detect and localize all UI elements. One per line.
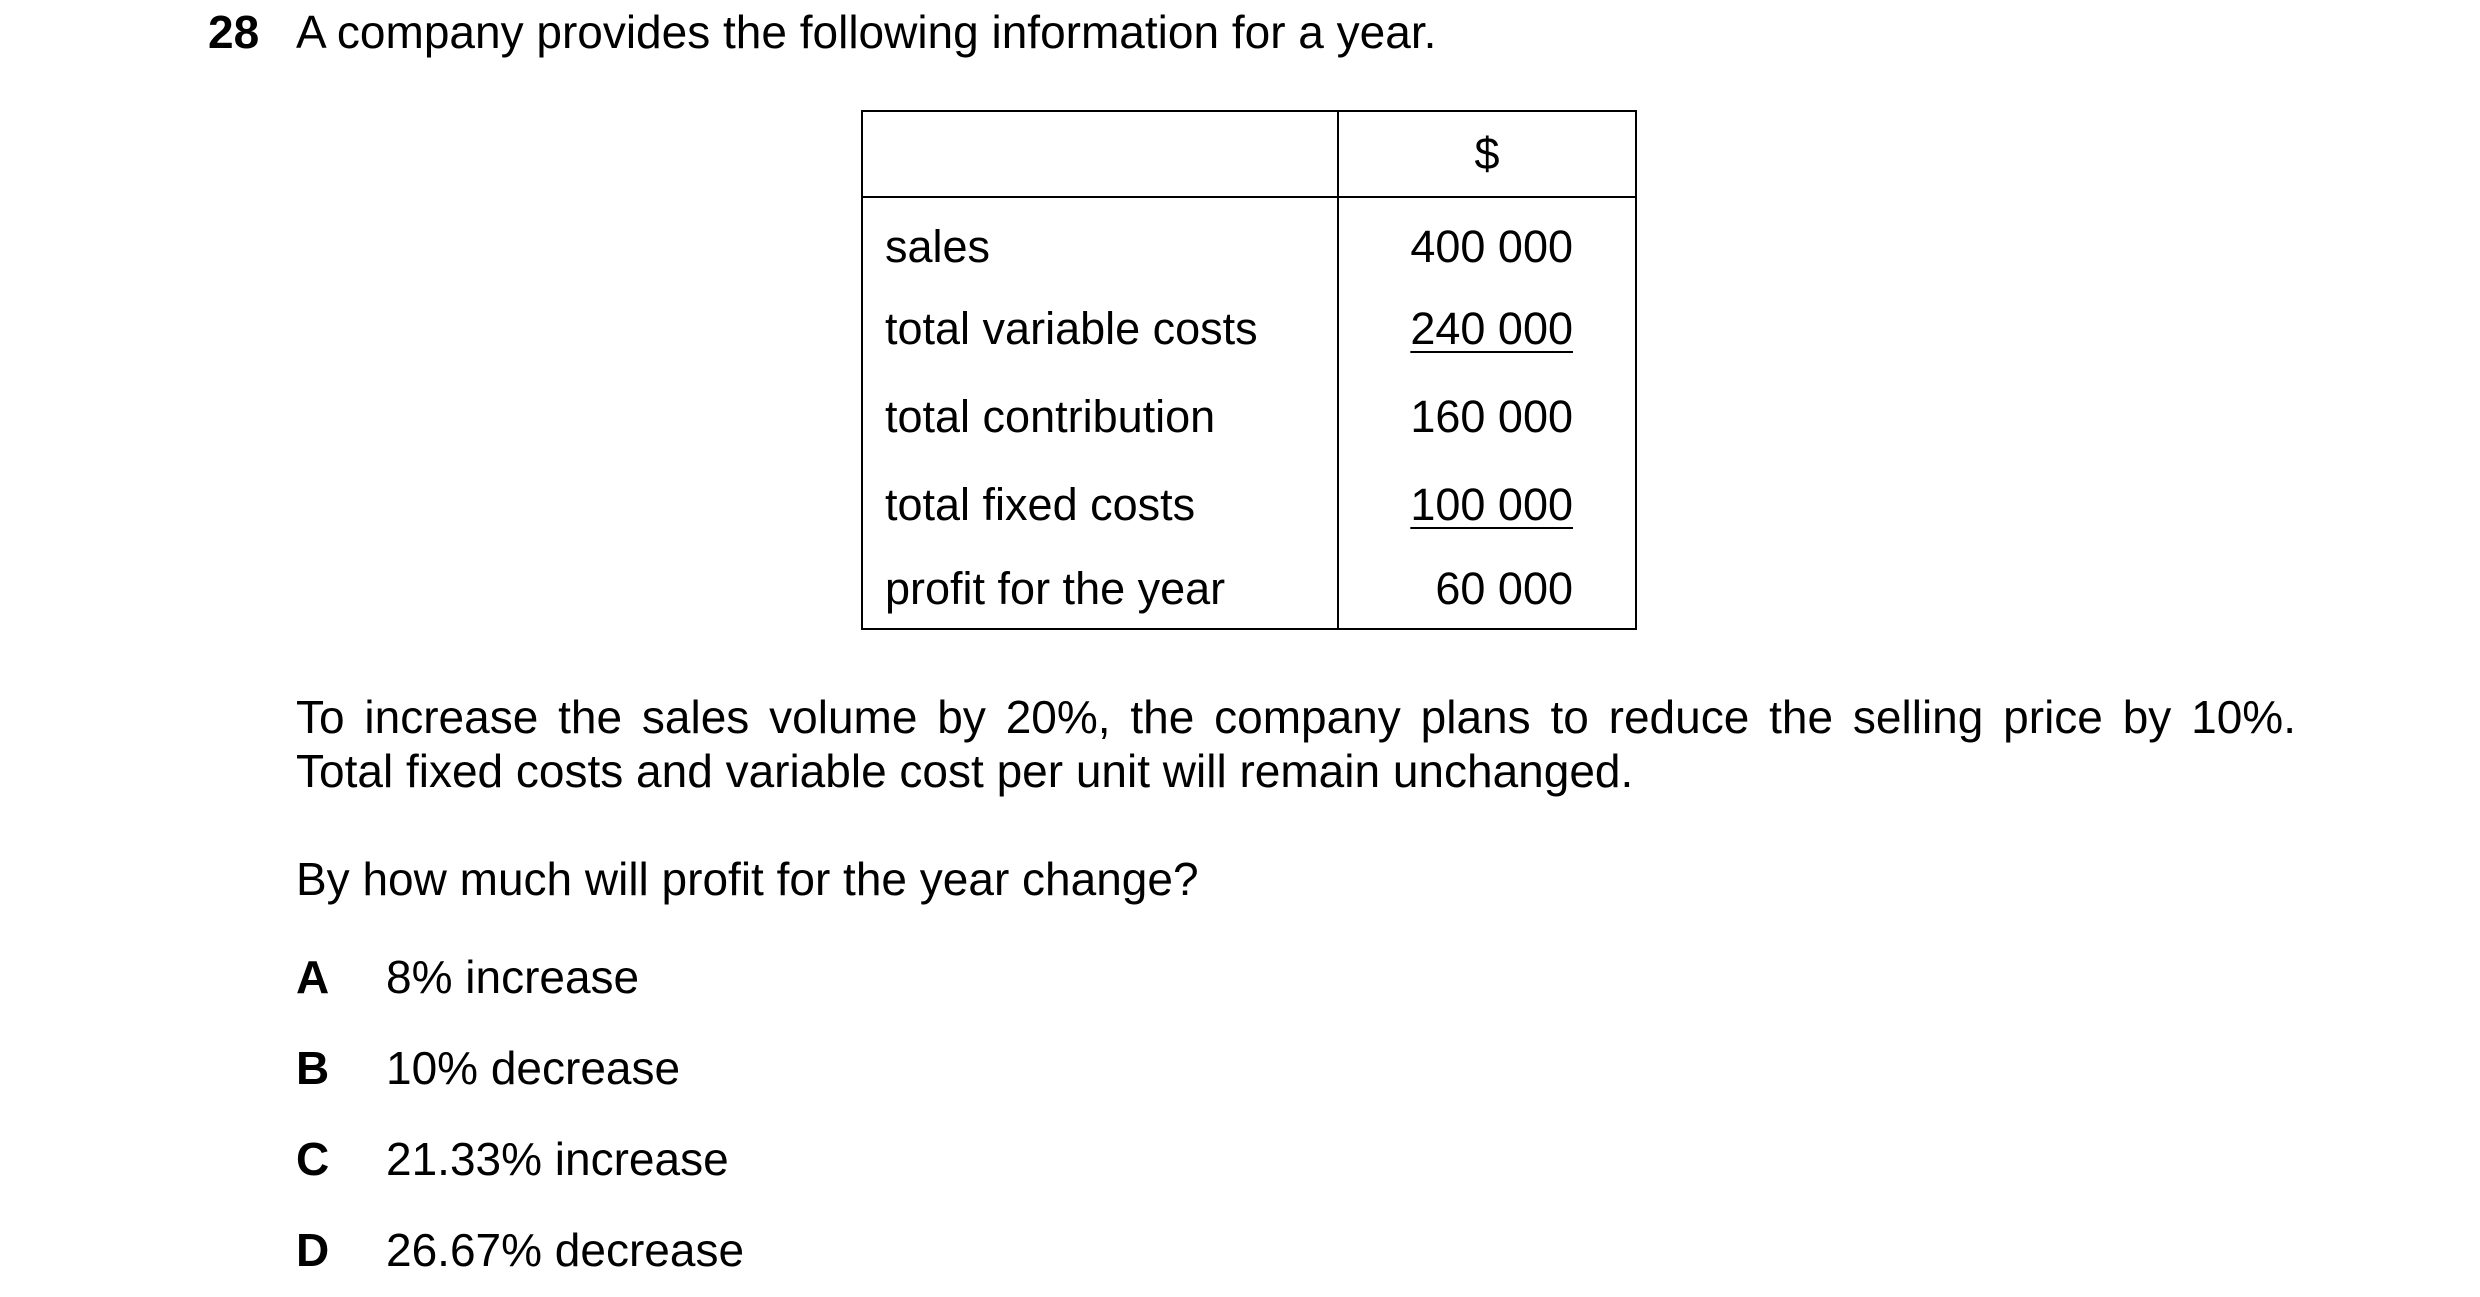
option-text: 8% increase [386, 951, 640, 1003]
scenario-line-2: Total fixed costs and variable cost per unit will remain unchanged. [296, 745, 1634, 797]
option-letter: D [296, 1224, 330, 1276]
table-row [862, 549, 1636, 629]
option-a[interactable] [296, 950, 639, 1004]
option-b[interactable] [296, 1041, 680, 1095]
financial-table [861, 110, 1637, 630]
table-header-label [862, 111, 1338, 197]
option-letter: C [296, 1133, 330, 1185]
option-c[interactable] [296, 1132, 729, 1186]
option-text: 10% decrease [386, 1042, 681, 1094]
table-row [862, 373, 1636, 461]
scenario-line-1: To increase the sales volume by 20%, the company plans to reduce the selling price by 10%. [296, 691, 2296, 743]
row-label-total-fixed-costs: total fixed costs [862, 461, 1338, 549]
row-value-total-fixed-costs: 100 000 [1338, 461, 1636, 549]
table-header-row [862, 111, 1636, 197]
question-stem: A company provides the following information for a year. [296, 6, 1437, 58]
option-letter: B [296, 1042, 330, 1094]
option-text: 21.33% increase [386, 1133, 729, 1185]
option-d[interactable] [296, 1223, 744, 1277]
scenario-paragraph [296, 690, 2296, 798]
table-row [862, 285, 1636, 373]
row-label-profit-for-the-year: profit for the year [862, 549, 1338, 629]
row-label-total-variable-costs: total variable costs [862, 285, 1338, 373]
question-number: 28 [208, 6, 260, 58]
row-label-total-contribution: total contribution [862, 373, 1338, 461]
option-letter: A [296, 951, 330, 1003]
question-prompt: By how much will profit for the year change? [296, 853, 1199, 905]
row-value-total-contribution: 160 000 [1338, 373, 1636, 461]
row-value-total-variable-costs: 240 000 [1338, 285, 1636, 373]
table-row [862, 461, 1636, 549]
row-label-sales: sales [862, 197, 1338, 285]
table-row [862, 197, 1636, 285]
row-value-profit-for-the-year: 60 000 [1338, 549, 1636, 629]
option-text: 26.67% decrease [386, 1224, 745, 1276]
table-header-currency: $ [1338, 111, 1636, 197]
row-value-sales: 400 000 [1338, 197, 1636, 285]
